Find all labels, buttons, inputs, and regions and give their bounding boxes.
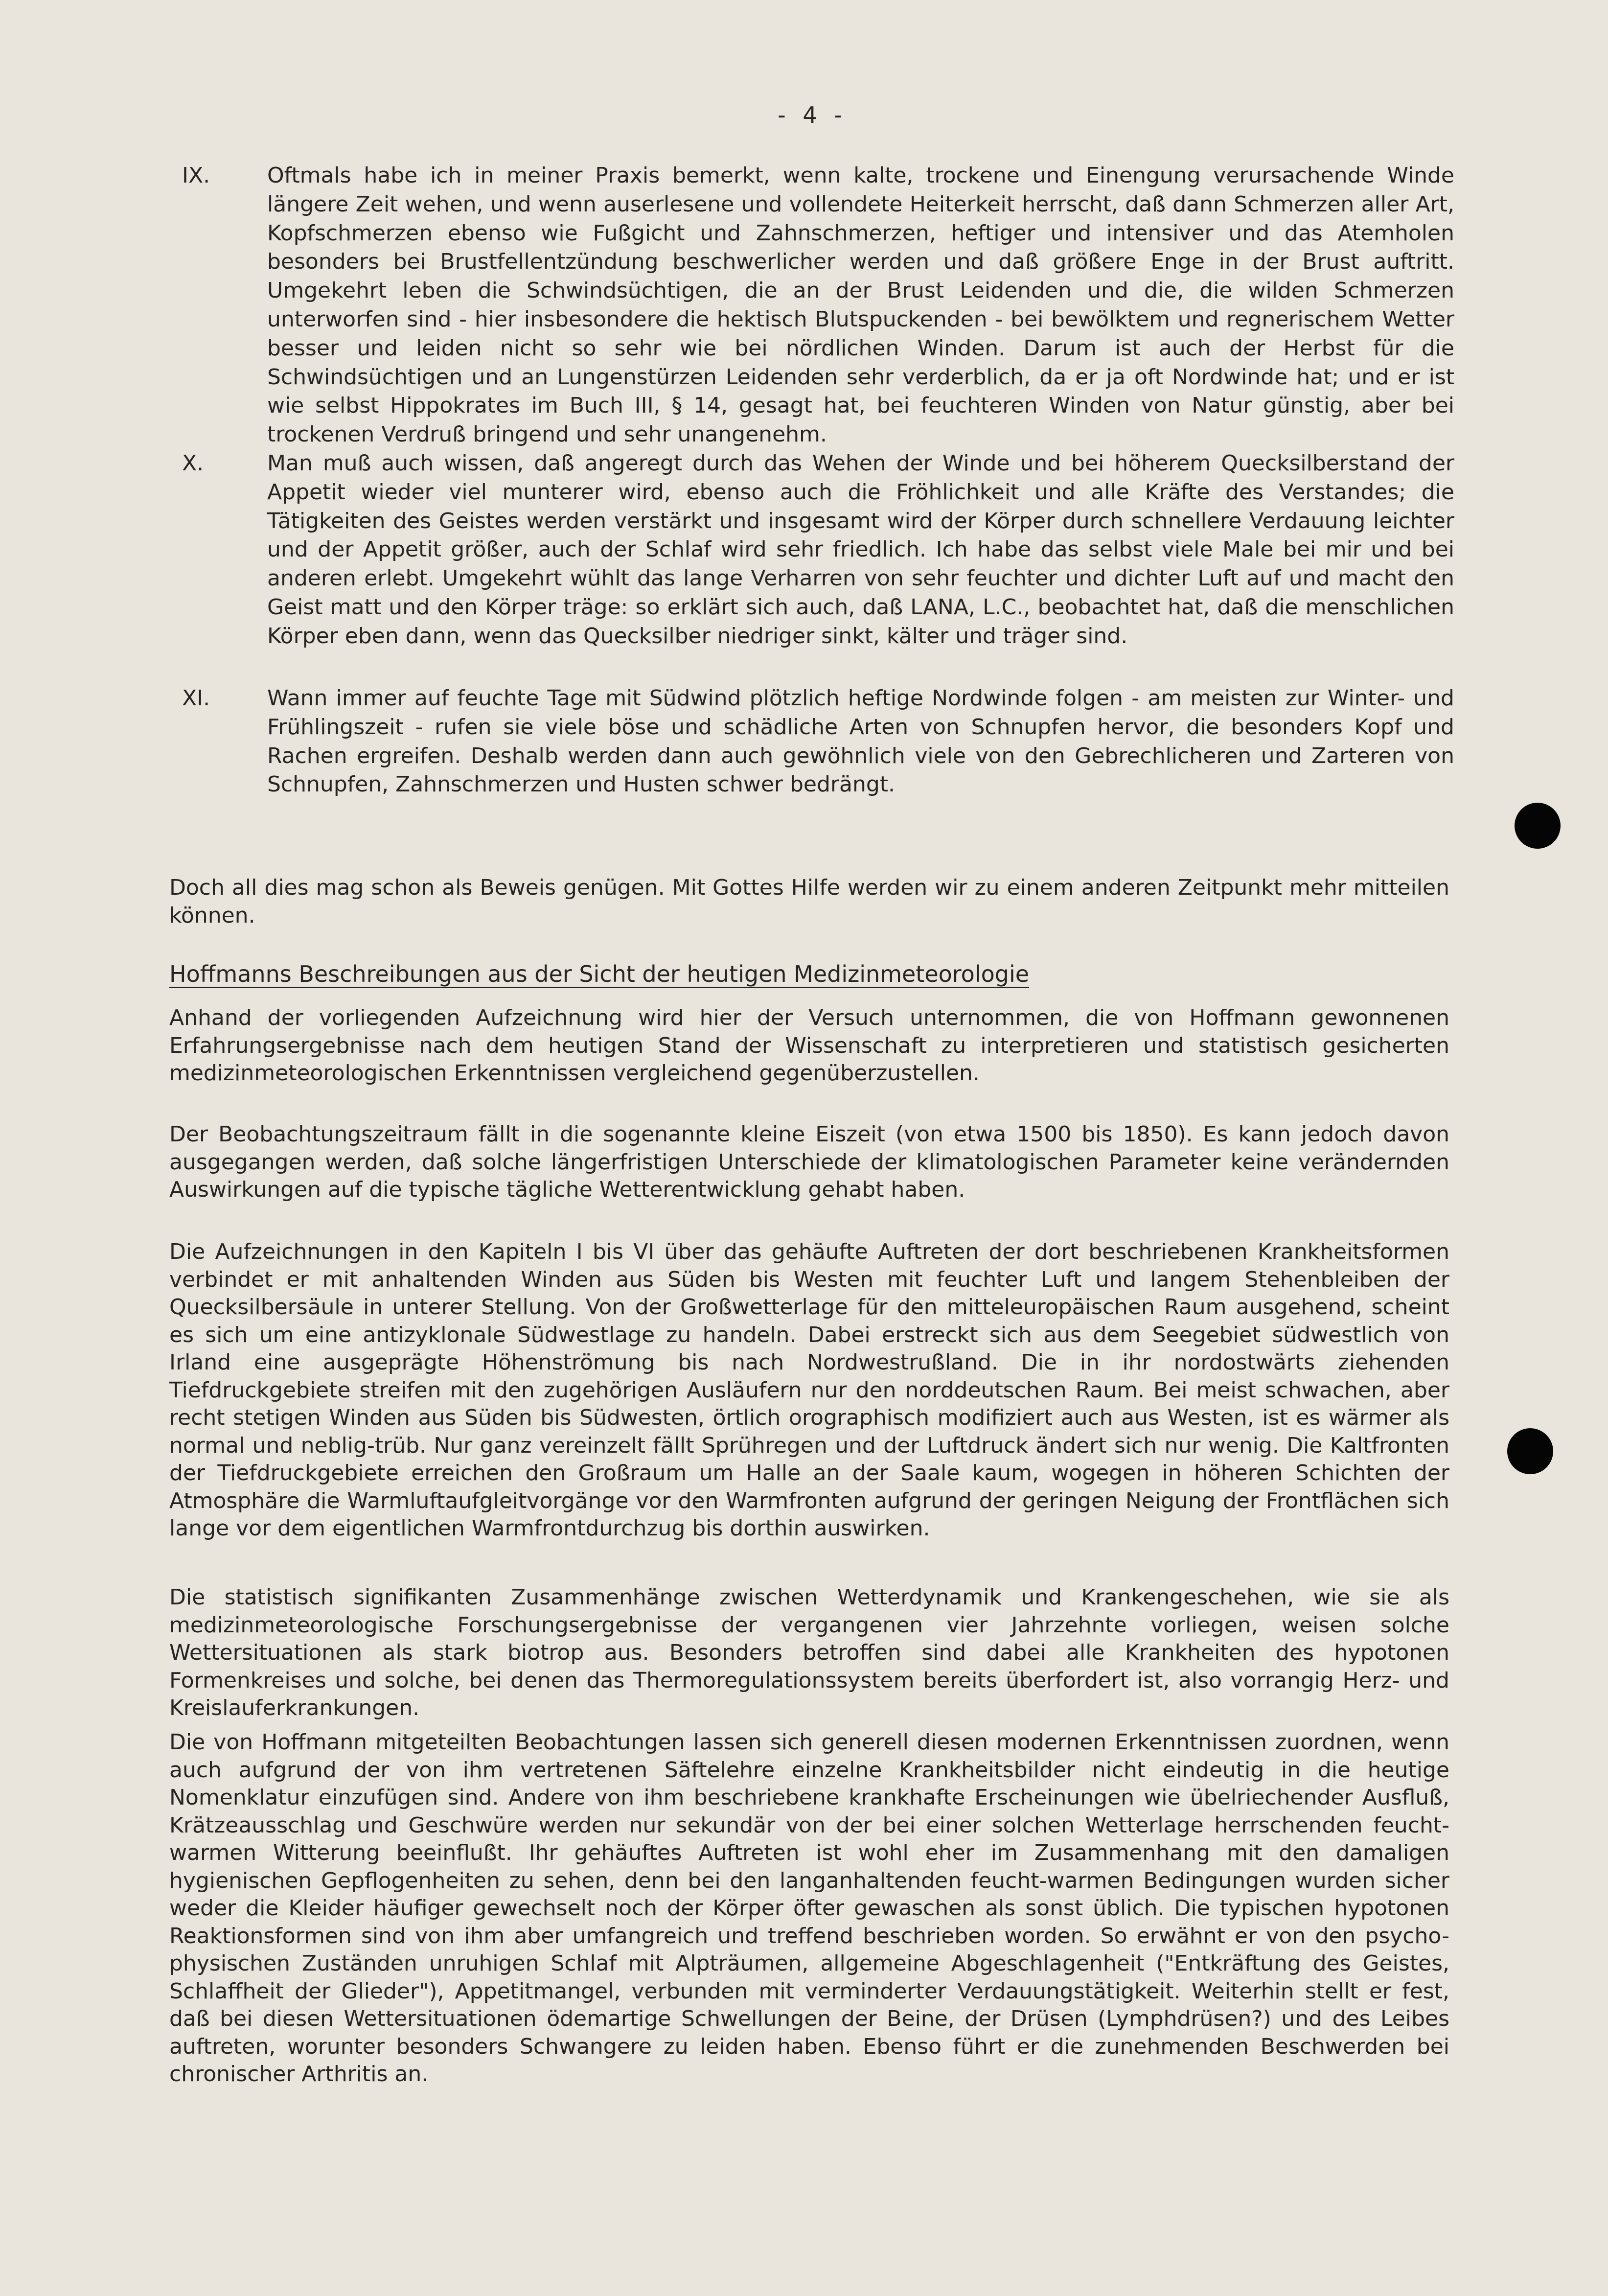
punch-hole-bottom xyxy=(1507,1428,1553,1474)
paragraph-4: Die statistisch signifikanten Zusammenhänge zwischen Wetterdynamik und Krankengeschehen, wie sie als medizinmeteorologische Forschungsergebnisse der vergangenen vier Jahrzehnte vorliegen, weisen solche Wettersituationen als stark biotrop aus. Besonders betroffen sind dabei alle Krankheiten des hypotonen Formenkreises und solche, bei denen das Thermoregulationssystem bereits überfordert ist, also vorrangig Herz- und Kreislauferkrankungen. xyxy=(169,1585,1449,1720)
section-xi xyxy=(182,684,1454,799)
paragraph-5: Die von Hoffmann mitgeteilten Beobachtungen lassen sich generell diesen modernen Erkenntnissen zuordnen, wenn auch aufgrund der von ihm vertretenen Säftelehre einzelne Krankheitsbilder nicht eindeutig in die heutige Nomenklatur einzufügen sind. Andere von ihm beschriebene krankhafte Erscheinungen wie übelriechender Ausfluß, Krätzeausschlag und Geschwüre werden nur sekundär von der bei einer solchen Wetterlage herrschenden feucht-warmen Witterung beeinflußt. Ihr gehäuftes Auftreten ist wohl eher im Zusammenhang mit den damaligen hygienischen Gepflogenheiten zu sehen, denn bei den langanhaltenden feucht-warmen Bedingungen wurden sicher weder die Kleider häufiger gewechselt noch der Körper öfter gewaschen als sonst üblich. Die typischen hypotonen Reaktionsformen sind von ihm aber umfangreich und treffend beschrieben worden. So erwähnt er von den psycho-physischen Zuständen unruhigen Schlaf mit Alpträumen, allgemeine Abgeschlagenheit ("Entkräftung des Geistes, Schlaffheit der Glieder"), Appetitmangel, verbunden mit verminderter Verdauungstätigkeit. Weiterhin stellt er fest, daß bei diesen Wettersituationen ödemartige Schwellungen der Beine, der Drüsen (Lymphdrüsen?) und des Leibes auftreten, worunter besonders Schwangere zu leiden haben. Ebenso führt er die zunehmenden Beschwerden bei chronischer Arthritis an. xyxy=(169,1730,1449,2087)
section-text: Wann immer auf feuchte Tage mit Südwind plötzlich heftige Nordwinde folgen - am meisten zur Winter- und Frühlingszeit - rufen sie viele böse und schädliche Arten von Schnupfen hervor, die besonders Kopf und Rachen ergreifen. Deshalb werden dann auch gewöhnlich viele von den Gebrechlicheren und Zarteren von Schnupfen, Zahnschmerzen und Husten schwer bedrängt. xyxy=(267,686,1454,797)
section-ix xyxy=(182,162,1454,449)
section-x xyxy=(182,449,1454,651)
page-number: - 4 - xyxy=(778,102,847,128)
section-number: X. xyxy=(182,451,204,476)
section-heading: Hoffmanns Beschreibungen aus der Sicht der heutigen Medizinmeteorologie xyxy=(169,961,1030,987)
closing-paragraph: Doch all dies mag schon als Beweis genügen. Mit Gottes Hilfe werden wir zu einem anderen Zeitpunkt mehr mitteilen können. xyxy=(169,875,1449,928)
section-number: IX. xyxy=(182,163,210,188)
paragraph-3: Die Aufzeichnungen in den Kapiteln I bis VI über das gehäufte Auftreten der dort beschriebenen Krankheitsformen verbindet er mit anhaltenden Winden aus Süden bis Westen mit feuchter Luft und langem Stehenbleiben der Quecksilbersäule in unterer Stellung. Von der Großwetterlage für den mitteleuropäischen Raum ausgehend, scheint es sich um eine antizyklonale Südwestlage zu handeln. Dabei erstreckt sich aus dem Seegebiet südwestlich von Irland eine ausgeprägte Höhenströmung bis nach Nordwestrußland. Die in ihr nordostwärts ziehenden Tiefdruckgebiete streifen mit den zugehörigen Ausläufern nur den norddeutschen Raum. Bei meist schwachen, aber recht stetigen Winden aus Süden bis Südwesten, örtlich orographisch modifiziert auch aus Westen, ist es wärmer als normal und neblig-trüb. Nur ganz vereinzelt fällt Sprühregen und der Luftdruck ändert sich nur wenig. Die Kaltfronten der Tiefdruckgebiete erreichen den Großraum um Halle an der Saale kaum, wogegen in höheren Schichten der Atmosphäre die Warmluftaufgleitvorgänge vor den Warmfronten aufgrund der geringen Neigung der Frontflächen sich lange vor dem eigentlichen Warmfrontdurchzug bis dorthin auswirken. xyxy=(169,1239,1449,1541)
paragraph-1: Anhand der vorliegenden Aufzeichnung wird hier der Versuch unternommen, die von Hoffmann gewonnenen Erfahrungsergebnisse nach dem heutigen Stand der Wissenschaft zu interpretieren und statistisch gesicherten medizinmeteorologischen Erkenntnissen vergleichend gegenüberzustellen. xyxy=(169,1005,1449,1086)
section-text: Oftmals habe ich in meiner Praxis bemerkt, wenn kalte, trockene und Einengung verursachende Winde längere Zeit wehen, und wenn auserlesene und vollendete Heiterkeit herrscht, daß dann Schmerzen aller Art, Kopfschmerzen ebenso wie Fußgicht und Zahnschmerzen, heftiger und intensiver und das Atemholen besonders bei Brustfellentzündung beschwerlicher werden und daß größere Enge in der Brust auftritt. Umgekehrt leben die Schwindsüchtigen, die an der Brust Leidenden und die, die wilden Schmerzen unterworfen sind - hier insbesondere die hektisch Blutspuckenden - bei bewölktem und regnerischem Wetter besser und leiden nicht so sehr wie bei nördlichen Winden. Darum ist auch der Herbst für die Schwindsüchtigen und an Lungenstürzen Leidenden sehr verderblich, da er ja oft Nordwinde hat; und er ist wie selbst Hippokrates im Buch III, § 14, gesagt hat, bei feuchteren Winden von Natur günstig, aber bei trockenen Verdruß bringend und sehr unangenehm. xyxy=(267,163,1454,447)
section-text: Man muß auch wissen, daß angeregt durch das Wehen der Winde und bei höherem Quecksilberstand der Appetit wieder viel munterer wird, ebenso auch die Fröhlichkeit und alle Kräfte des Verstandes; die Tätigkeiten des Geistes werden verstärkt und insgesamt wird der Körper durch schnellere Verdauung leichter und der Appetit größer, auch der Schlaf wird sehr friedlich. Ich habe das selbst viele Male bei mir und bei anderen erlebt. Umgekehrt wühlt das lange Verharren von sehr feuchter und dichter Luft auf und macht den Geist matt und den Körper träge: so erklärt sich auch, daß LANA, L.C., beobachtet hat, daß die menschlichen Körper eben dann, wenn das Quecksilber niedriger sinkt, kälter und träger sind. xyxy=(267,451,1454,649)
paragraph-2: Der Beobachtungszeitraum fällt in die sogenannte kleine Eiszeit (von etwa 1500 bis 1850). Es kann jedoch davon ausgegangen werden, daß solche längerfristigen Unterschiede der klimatologischen Parameter keine verändernden Auswirkungen auf die typische tägliche Wetterentwicklung gehabt haben. xyxy=(169,1122,1449,1202)
punch-hole-top xyxy=(1515,803,1561,849)
section-number: XI. xyxy=(182,686,210,711)
